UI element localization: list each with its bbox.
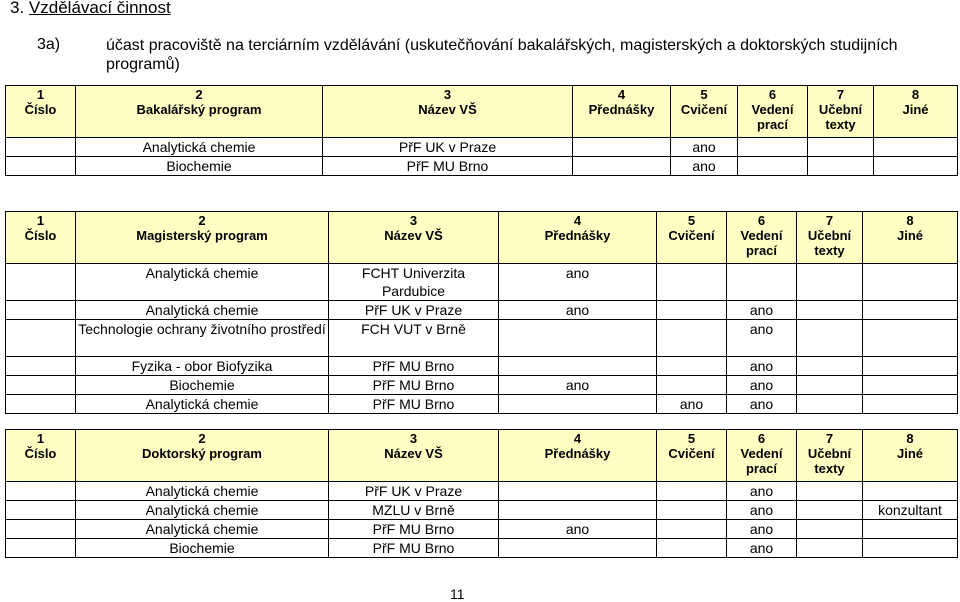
header-cell-lectures: 4 Přednášky	[499, 430, 657, 482]
table-row: Technologie ochrany životního prostředí FCH VUT v Brně ano	[6, 320, 958, 357]
header-cell-supervision: 6 Vedení prací	[738, 86, 808, 138]
header-cell-number: 1 Číslo	[6, 212, 76, 264]
table-row: Biochemie PřF MU Brno ano	[6, 157, 958, 176]
header-cell-other: 8 Jiné	[863, 430, 958, 482]
header-cell-exercises: 5 Cvičení	[657, 430, 727, 482]
header-cell-lectures: 4 Přednášky	[573, 86, 671, 138]
header-cell-exercises: 5 Cvičení	[657, 212, 727, 264]
header-cell-school: 3 Název VŠ	[323, 86, 573, 138]
table-row: Analytická chemie PřF UK v Praze ano	[6, 138, 958, 157]
subsection-text: účast pracoviště na terciárním vzdělávání (uskutečňování bakalářských, magisterských a doktorských studijních programů)	[106, 37, 898, 73]
header-cell-supervision: 6 Vedení prací	[727, 430, 797, 482]
header-cell-exercises: 5 Cvičení	[671, 86, 738, 138]
table-header-row	[6, 212, 958, 264]
header-cell-other: 8 Jiné	[863, 212, 958, 264]
table-row: Fyzika - obor Biofyzika PřF MU Brno ano	[6, 357, 958, 376]
header-cell-textbooks: 7 Učební texty	[797, 430, 863, 482]
section-title: Vzdělávací činnost	[28, 0, 171, 17]
table-row: Analytická chemie MZLU v Brně ano konzultant	[6, 501, 958, 520]
page-number: 11	[450, 586, 465, 602]
header-cell-lectures: 4 Přednášky	[499, 212, 657, 264]
table-row: Analytická chemie PřF MU Brno ano ano	[6, 520, 958, 539]
table-row: Biochemie PřF MU Brno ano	[6, 539, 958, 558]
header-cell-number: 1 Číslo	[6, 430, 76, 482]
header-cell-program: 2 Magisterský program	[76, 212, 329, 264]
header-cell-other: 8 Jiné	[874, 86, 958, 138]
master-table	[5, 211, 958, 414]
table-row: Analytická chemie PřF MU Brno ano ano	[6, 395, 958, 414]
table-header-row	[6, 430, 958, 482]
header-cell-textbooks: 7 Učební texty	[797, 212, 863, 264]
header-cell-school: 3 Název VŠ	[329, 430, 499, 482]
table-row: Analytická chemie FCHT Univerzita Pardubice ano	[6, 264, 958, 301]
header-cell-supervision: 6 Vedení prací	[727, 212, 797, 264]
bachelor-table	[5, 85, 958, 176]
table-row: Analytická chemie PřF UK v Praze ano ano	[6, 301, 958, 320]
header-cell-textbooks: 7 Učební texty	[808, 86, 874, 138]
header-cell-program: 2 Doktorský program	[76, 430, 329, 482]
section-number: 3.	[10, 0, 25, 17]
header-cell-school: 3 Název VŠ	[329, 212, 499, 264]
table-row: Analytická chemie PřF UK v Praze ano	[6, 482, 958, 501]
table-header-row	[6, 86, 958, 138]
table-row: Biochemie PřF MU Brno ano ano	[6, 376, 958, 395]
section-heading	[10, 0, 171, 18]
header-cell-number: 1 Číslo	[6, 86, 76, 138]
header-cell-program: 2 Bakalářský program	[76, 86, 323, 138]
doctoral-table	[5, 429, 958, 558]
subsection-label: 3a)	[37, 36, 61, 53]
